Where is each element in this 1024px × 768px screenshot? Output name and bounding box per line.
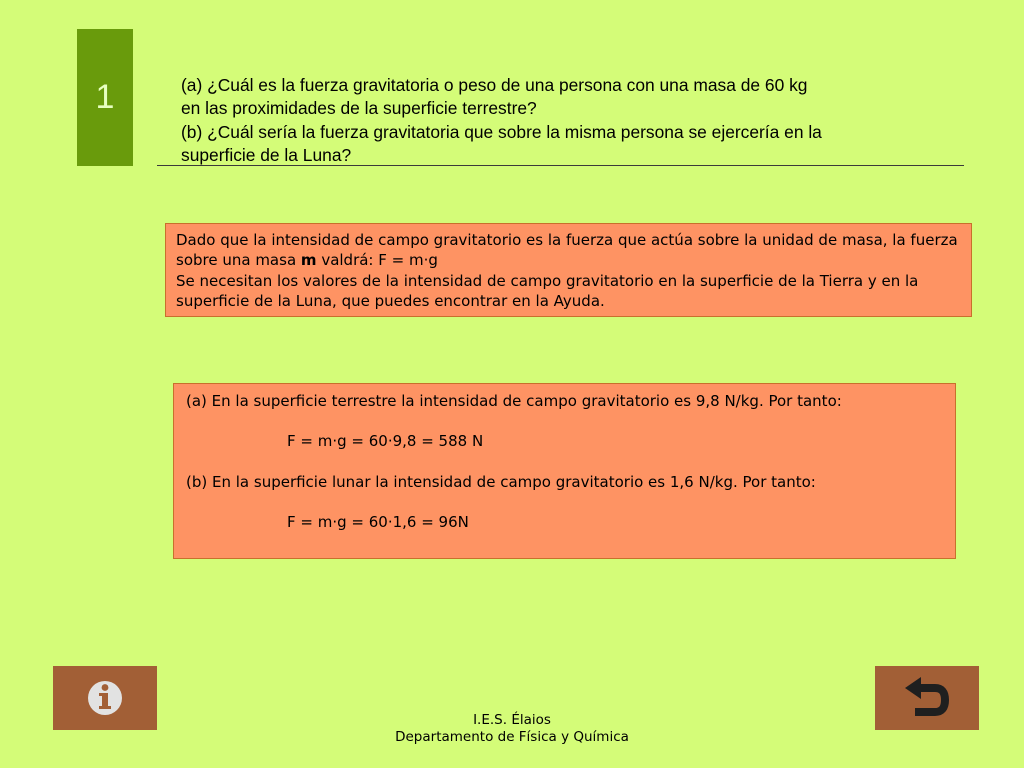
hint-text: Dado que la intensidad de campo gravitatorio es la fuerza que actúa sobre la unidad de masa, la fuerza sobre una masa bbox=[176, 231, 958, 270]
footer-school: I.E.S. Élaios bbox=[473, 712, 551, 728]
return-button[interactable] bbox=[875, 666, 979, 730]
hint-mass-symbol: m bbox=[300, 251, 317, 270]
question-text bbox=[181, 74, 941, 167]
solution-part-a: (a) En la superficie terrestre la intensidad de campo gravitatorio es 9,8 N/kg. Por tanto: bbox=[186, 392, 842, 410]
question-line: (b) ¿Cuál sería la fuerza gravitatoria que sobre la misma persona se ejercería en la bbox=[181, 121, 822, 142]
info-button[interactable] bbox=[53, 666, 157, 730]
solution-formula-b: F = m·g = 60·1,6 = 96N bbox=[287, 513, 469, 532]
slide-number: 1 bbox=[95, 78, 115, 116]
solution-formula-a: F = m·g = 60·9,8 = 588 N bbox=[287, 432, 484, 451]
info-icon bbox=[85, 673, 125, 723]
hint-paragraph-2: Se necesitan los valores de la intensidad de campo gravitatorio en la superficie de la Tierra y en la superficie de la Luna, que puedes encontrar en la Ayuda. bbox=[176, 271, 919, 311]
question-line: (a) ¿Cuál es la fuerza gravitatoria o peso de una persona con una masa de 60 kg bbox=[181, 75, 808, 95]
return-arrow-icon bbox=[899, 675, 955, 721]
hint-formula-text: valdrá: F = m·g bbox=[316, 251, 438, 270]
footer-department: Departamento de Física y Química bbox=[395, 729, 629, 745]
question-underline bbox=[157, 165, 964, 166]
hint-box bbox=[165, 223, 972, 317]
solution-box bbox=[173, 383, 956, 559]
footer bbox=[312, 712, 712, 746]
hint-paragraph bbox=[176, 230, 961, 271]
question-line: en las proximidades de la superficie terrestre? bbox=[181, 98, 537, 119]
solution-part-b: (b) En la superficie lunar la intensidad de campo gravitatorio es 1,6 N/kg. Por tanto: bbox=[186, 472, 816, 491]
slide-number-badge bbox=[77, 29, 133, 166]
question-line: superficie de la Luna? bbox=[181, 144, 352, 165]
